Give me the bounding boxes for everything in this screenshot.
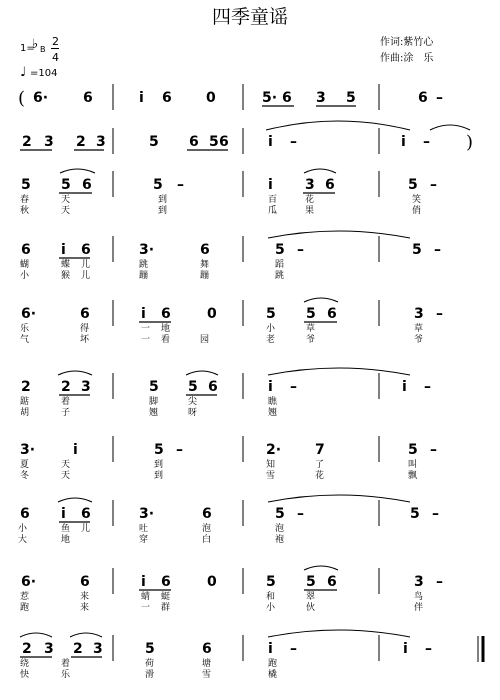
note: 3 (305, 177, 315, 193)
note: – (424, 379, 431, 395)
lyric-verse-2: 呀 (188, 408, 198, 418)
note: 5 (188, 379, 198, 395)
note: 6 (83, 90, 93, 106)
note: 6 (80, 306, 90, 322)
note: – (436, 90, 443, 106)
slur-arc (70, 633, 102, 637)
note: 5 (408, 177, 418, 193)
lyric-verse-1: 尖 (188, 397, 198, 407)
note: i (268, 379, 273, 395)
note: 5 (61, 177, 71, 193)
lyric-verse-1: 天 (61, 460, 71, 470)
note: 7 (315, 442, 325, 458)
lyric-verse-1: 蝶 (61, 260, 71, 270)
lyric-verse-2: 猴 (61, 271, 71, 281)
note: i (402, 379, 407, 395)
lyric-verse-2: 雪 (266, 471, 276, 481)
lyric-verse-1: 乐 (20, 324, 30, 334)
lyric-verse-1: 泡 (202, 524, 212, 534)
note: 6 (80, 574, 90, 590)
note: 2 (76, 134, 86, 150)
slur-arc (60, 169, 95, 173)
lyric-verse-2: 蹦 (200, 271, 210, 281)
note: 5 (266, 574, 276, 590)
note: 5 (346, 90, 356, 106)
lyric-verse-2: 橇 (268, 670, 278, 680)
note: 5 (275, 506, 285, 522)
slur-arc (304, 169, 336, 173)
lyric-verse-1: 绕 (20, 659, 30, 669)
lyric-verse-2: 果 (305, 206, 315, 216)
lyric-verse-2: 瓜 (268, 206, 278, 216)
note: 5 (145, 641, 155, 657)
note: 5 (275, 242, 285, 258)
slur-arc (186, 371, 218, 375)
note: 2 (21, 379, 31, 395)
note: 0 (206, 90, 216, 106)
note: – (432, 506, 439, 522)
note: 6 (161, 574, 171, 590)
note: – (177, 177, 184, 193)
lyric-verse-1: 夏 (20, 460, 30, 470)
lyric-verse-2: 天 (61, 206, 71, 216)
note: – (436, 574, 443, 590)
note: 0 (207, 574, 217, 590)
note: i (268, 641, 273, 657)
note: 3 (96, 134, 106, 150)
composer-credit: 作曲:涂 乐 (380, 53, 434, 64)
note: – (176, 442, 183, 458)
note: – (423, 134, 430, 150)
slur-arc (304, 566, 338, 570)
note: 2 (22, 134, 32, 150)
note: 6 (219, 134, 229, 150)
key-prefix: 1= (20, 43, 35, 54)
lyric-verse-2: 跳 (275, 271, 285, 281)
lyric-verse-1: 地 (161, 324, 171, 334)
lyric-verse-1: 蹈 (275, 260, 285, 270)
note: 6 (162, 90, 172, 106)
note: 6 (81, 242, 91, 258)
lyric-verse-1: 蝴 (20, 260, 30, 270)
note: 6· (21, 574, 37, 590)
lyric-verse-2: 一 (141, 603, 151, 613)
note: 3· (20, 442, 36, 458)
lyric-verse-2: 群 (161, 603, 171, 613)
note: 2 (61, 379, 71, 395)
lyric-verse-1: 跑 (268, 659, 278, 669)
lyric-verse-1: 来 (80, 592, 90, 602)
note: – (290, 379, 297, 395)
lyric-verse-1: 了 (315, 460, 325, 470)
lyricist-credit: 作词:紫竹心 (380, 37, 434, 48)
lyric-verse-2: 冬 (20, 471, 30, 481)
note: 2· (266, 442, 282, 458)
lyric-verse-2: 老 (266, 335, 276, 345)
flat-sign: ♭ (32, 37, 39, 52)
note: 6 (189, 134, 199, 150)
note: 5 (21, 177, 31, 193)
lyric-verse-2: 俏 (412, 206, 422, 216)
lyric-verse-1: 儿 (81, 524, 91, 534)
lyric-verse-1: 草 (414, 324, 424, 334)
lyric-verse-2: 儿 (81, 271, 91, 281)
lyric-verse-1: 知 (266, 460, 276, 470)
lyric-verse-2: 秋 (20, 206, 30, 216)
note: 6 (282, 90, 292, 106)
lyric-verse-1: 草 (306, 324, 316, 334)
note: – (297, 242, 304, 258)
note: i (139, 90, 144, 106)
lyric-verse-1: 荷 (145, 659, 155, 669)
note: 6 (200, 242, 210, 258)
lyric-verse-1: 惹 (20, 592, 30, 602)
note: i (401, 134, 406, 150)
note: 6 (325, 177, 335, 193)
note: i (403, 641, 408, 657)
lyric-verse-1: 脚 (149, 397, 159, 407)
lyric-verse-2: 大 (18, 535, 28, 545)
lyric-verse-1: 叫 (408, 460, 418, 470)
note: i (141, 574, 146, 590)
lyric-verse-2: 花 (315, 471, 325, 481)
note: 6· (21, 306, 37, 322)
lyric-verse-2: 小 (266, 603, 276, 613)
note: 6 (21, 242, 31, 258)
lyric-verse-1: 瞧 (268, 397, 278, 407)
repeat-bracket: ) (466, 132, 474, 153)
slur-arc (268, 368, 410, 375)
note: 6 (82, 177, 92, 193)
lyric-verse-2: 地 (61, 535, 71, 545)
lyric-verse-1: 翠 (306, 592, 316, 602)
lyric-verse-2: 胡 (20, 408, 30, 418)
lyric-verse-2: 袍 (275, 535, 285, 545)
note: 5 (153, 177, 163, 193)
lyric-verse-2: 到 (154, 471, 164, 481)
lyric-verse-1: 花 (305, 195, 315, 205)
lyric-verse-2: 蹦 (139, 271, 149, 281)
lyric-verse-2: 爷 (306, 335, 316, 345)
note: 5 (209, 134, 219, 150)
lyric-verse-2: 伙 (306, 603, 316, 613)
lyric-verse-1: 一 (141, 324, 151, 334)
note: 6 (81, 506, 91, 522)
note: 5 (306, 574, 316, 590)
lyric-verse-2: 翘 (268, 408, 278, 418)
lyric-verse-2: 坏 (80, 335, 90, 345)
lyric-verse-1: 和 (266, 592, 276, 602)
lyric-verse-1: 小 (266, 324, 276, 334)
lyric-verse-2: 看 (161, 335, 171, 345)
lyric-verse-1: 着 (61, 397, 71, 407)
lyric-verse-1: 春 (20, 195, 30, 205)
lyric-verse-2: 穿 (139, 535, 149, 545)
note: 3· (139, 506, 155, 522)
note: – (290, 641, 297, 657)
note: i (61, 242, 66, 258)
note: 3 (44, 641, 54, 657)
lyric-verse-1: 笑 (412, 195, 422, 205)
note: 5 (154, 442, 164, 458)
lyric-verse-2: 快 (20, 670, 30, 680)
lyric-verse-2: 乐 (61, 670, 71, 680)
note: 6 (202, 506, 212, 522)
note: 6· (33, 90, 49, 106)
lyric-verse-1: 鸟 (414, 592, 424, 602)
lyric-verse-1: 儿 (81, 260, 91, 270)
tempo-value: =104 (30, 68, 58, 79)
note: 5 (266, 306, 276, 322)
note: – (434, 242, 441, 258)
lyric-verse-1: 鱼 (61, 524, 71, 534)
note: 6 (327, 574, 337, 590)
note: i (268, 177, 273, 193)
slur-arc (266, 121, 410, 130)
lyric-verse-2: 到 (158, 206, 168, 216)
lyric-verse-1: 泡 (275, 524, 285, 534)
note: – (290, 134, 297, 150)
lyric-verse-2: 滑 (145, 670, 155, 680)
time-signature-bottom: 4 (52, 51, 59, 64)
note: 2 (22, 641, 32, 657)
note: – (430, 442, 437, 458)
time-signature-top: 2 (52, 35, 59, 48)
lyric-verse-2: 雪 (202, 670, 212, 680)
lyric-verse-2: 飘 (408, 471, 418, 481)
lyric-verse-2: 白 (202, 535, 212, 545)
lyric-verse-1: 到 (154, 460, 164, 470)
lyric-verse-1: 着 (61, 659, 71, 669)
lyric-verse-1: 舞 (200, 260, 210, 270)
note: – (436, 306, 443, 322)
lyric-verse-2: 子 (61, 408, 71, 418)
note: i (141, 306, 146, 322)
quarter-note-icon: ♩ (20, 65, 27, 80)
slur-arc (268, 231, 410, 238)
note: 2 (73, 641, 83, 657)
note: i (268, 134, 273, 150)
lyric-verse-1: 天 (61, 195, 71, 205)
note: 3 (414, 306, 424, 322)
note: 3 (93, 641, 103, 657)
slur-arc (58, 371, 92, 375)
lyric-verse-2: 一 (141, 335, 151, 345)
note: 6 (202, 641, 212, 657)
lyric-verse-1: 蜓 (161, 592, 171, 602)
slur-arc (430, 125, 470, 130)
lyric-verse-2: 来 (80, 603, 90, 613)
lyric-verse-1: 百 (268, 195, 278, 205)
note: i (61, 506, 66, 522)
lyric-verse-1: 吐 (139, 524, 149, 534)
note: 3 (414, 574, 424, 590)
note: – (297, 506, 304, 522)
slur-arc (20, 633, 52, 637)
key-letter: B (40, 45, 46, 54)
lyric-verse-2: 园 (200, 335, 210, 345)
lyric-verse-1: 到 (158, 195, 168, 205)
lyric-verse-2: 翘 (149, 408, 159, 418)
slur-arc (304, 298, 338, 302)
note: 6 (418, 90, 428, 106)
note: 6 (20, 506, 30, 522)
note: 5 (149, 379, 159, 395)
slur-arc (268, 495, 410, 502)
note: 0 (207, 306, 217, 322)
lyric-verse-1: 塘 (202, 659, 212, 669)
note: 5 (306, 306, 316, 322)
repeat-bracket: ( (18, 88, 26, 109)
lyric-verse-2: 伴 (414, 603, 424, 613)
lyric-verse-1: 跳 (139, 260, 149, 270)
note: 3 (316, 90, 326, 106)
lyric-verse-1: 得 (80, 324, 90, 334)
lyric-verse-2: 爷 (414, 335, 424, 345)
note: – (430, 177, 437, 193)
note: 3· (139, 242, 155, 258)
note: i (73, 442, 78, 458)
note: 5 (149, 134, 159, 150)
note: 6 (161, 306, 171, 322)
note: 6 (327, 306, 337, 322)
lyric-verse-2: 小 (20, 271, 30, 281)
lyric-verse-2: 天 (61, 471, 71, 481)
slur-arc (58, 498, 92, 502)
lyric-verse-2: 跑 (20, 603, 30, 613)
slur-arc (268, 630, 410, 637)
note: 5 (412, 242, 422, 258)
note: 3 (81, 379, 91, 395)
song-title: 四季童谣 (211, 6, 288, 28)
lyric-verse-1: 小 (18, 524, 28, 534)
note: 5 (410, 506, 420, 522)
lyric-verse-1: 蜻 (141, 592, 151, 602)
note: 6 (208, 379, 218, 395)
lyric-verse-1: 踮 (20, 397, 30, 407)
note: 5 (408, 442, 418, 458)
note: 5· (262, 90, 278, 106)
note: 3 (44, 134, 54, 150)
lyric-verse-2: 气 (20, 335, 30, 345)
note: – (425, 641, 432, 657)
